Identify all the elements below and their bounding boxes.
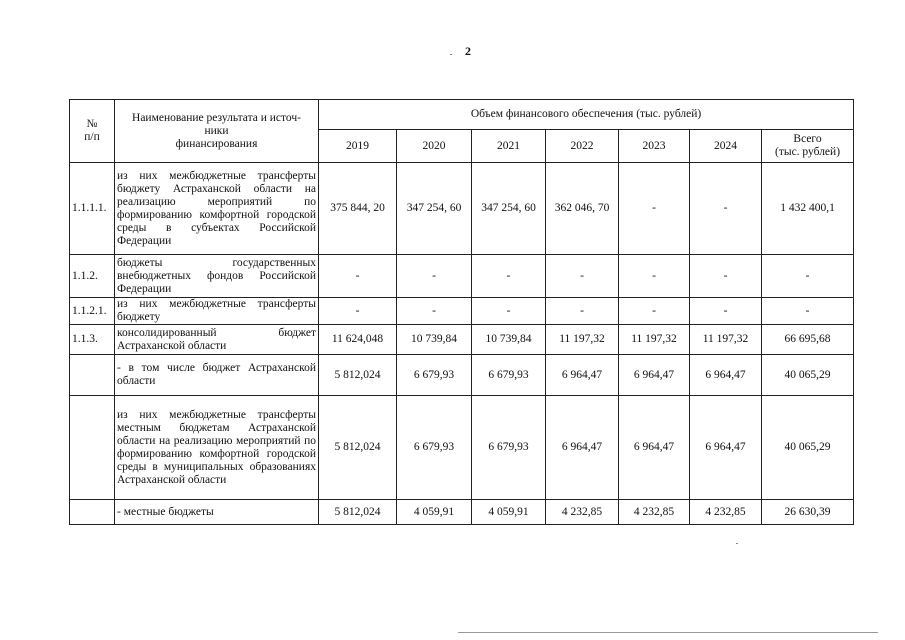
- row-name: - в том числе бюджет Астраханской области: [115, 355, 319, 396]
- table-row: [70, 298, 854, 325]
- row-year-value: -: [690, 298, 762, 325]
- row-year-value: 6 679,93: [472, 355, 546, 396]
- row-number: 1.1.2.1.: [70, 298, 115, 325]
- header-year: 2024: [690, 130, 762, 163]
- row-number: 1.1.2.: [70, 255, 115, 298]
- row-year-value: 6 679,93: [397, 355, 472, 396]
- row-year-value: 6 964,47: [546, 355, 619, 396]
- scan-artifact-line: [458, 632, 878, 633]
- row-year-value: 4 059,91: [472, 500, 546, 525]
- row-year-value: -: [690, 255, 762, 298]
- row-name: бюджеты государственных внебюджетных фондов Российской Федерации: [115, 255, 319, 298]
- row-year-value: -: [472, 255, 546, 298]
- row-number: 1.1.1.1.: [70, 163, 115, 255]
- row-year-value: 6 964,47: [546, 396, 619, 500]
- row-year-value: 6 679,93: [397, 396, 472, 500]
- row-year-value: 347 254, 60: [472, 163, 546, 255]
- row-year-value: 6 964,47: [619, 396, 690, 500]
- row-year-value: 375 844, 20: [319, 163, 397, 255]
- table-row: [70, 163, 854, 255]
- row-name: из них межбюджетные трансферты бюджету: [115, 298, 319, 325]
- row-total-value: -: [762, 255, 854, 298]
- header-year: 2019: [319, 130, 397, 163]
- row-year-value: 10 739,84: [472, 325, 546, 355]
- header-number: № п/п: [70, 100, 115, 163]
- header-year: 2022: [546, 130, 619, 163]
- row-year-value: 347 254, 60: [397, 163, 472, 255]
- row-year-value: -: [319, 298, 397, 325]
- row-year-value: 4 232,85: [690, 500, 762, 525]
- scan-speck: [736, 543, 738, 544]
- row-year-value: -: [397, 298, 472, 325]
- funding-table: [69, 99, 854, 525]
- row-year-value: 6 964,47: [619, 355, 690, 396]
- row-total-value: 40 065,29: [762, 396, 854, 500]
- row-number: [70, 396, 115, 500]
- row-year-value: 5 812,024: [319, 500, 397, 525]
- header-year: 2023: [619, 130, 690, 163]
- table-row: [70, 325, 854, 355]
- row-year-value: 10 739,84: [397, 325, 472, 355]
- row-year-value: 11 197,32: [690, 325, 762, 355]
- row-total-value: 26 630,39: [762, 500, 854, 525]
- header-funding-group: Объем финансового обеспечения (тыс. рублей): [319, 100, 854, 130]
- row-year-value: -: [397, 255, 472, 298]
- row-year-value: -: [546, 298, 619, 325]
- table-row: [70, 355, 854, 396]
- row-year-value: 362 046, 70: [546, 163, 619, 255]
- row-year-value: 4 059,91: [397, 500, 472, 525]
- row-name: консолидированный бюджет Астраханской области: [115, 325, 319, 355]
- row-year-value: -: [690, 163, 762, 255]
- row-year-value: 11 197,32: [546, 325, 619, 355]
- row-name: из них межбюджетные трансферты бюджету Астраханской области на реализацию мероприятий по формированию комфортной городской среды в субъектах Российской Федерации: [115, 163, 319, 255]
- row-total-value: -: [762, 298, 854, 325]
- row-year-value: 4 232,85: [546, 500, 619, 525]
- scan-speck: [450, 54, 452, 55]
- row-number: 1.1.3.: [70, 325, 115, 355]
- row-year-value: -: [319, 255, 397, 298]
- row-name: из них межбюджетные трансферты местным бюджетам Астраханской области на реализацию мероприятий по формированию комфортной городской среды в муниципальных образованиях Астраханской области: [115, 396, 319, 500]
- header-name: Наименование результата и источ- ники финансирования: [115, 100, 319, 163]
- header-year: 2021: [472, 130, 546, 163]
- row-year-value: 4 232,85: [619, 500, 690, 525]
- table-row: [70, 500, 854, 525]
- row-year-value: 6 964,47: [690, 396, 762, 500]
- header-year: 2020: [397, 130, 472, 163]
- row-total-value: 1 432 400,1: [762, 163, 854, 255]
- row-year-value: 6 964,47: [690, 355, 762, 396]
- page-number: 2: [465, 44, 471, 58]
- row-total-value: 40 065,29: [762, 355, 854, 396]
- row-year-value: -: [619, 163, 690, 255]
- row-year-value: 6 679,93: [472, 396, 546, 500]
- row-year-value: -: [472, 298, 546, 325]
- row-year-value: 11 624,048: [319, 325, 397, 355]
- row-year-value: -: [619, 255, 690, 298]
- row-number: [70, 355, 115, 396]
- row-year-value: -: [619, 298, 690, 325]
- row-year-value: 5 812,024: [319, 355, 397, 396]
- table-row: [70, 396, 854, 500]
- row-year-value: -: [546, 255, 619, 298]
- header-total: Всего (тыс. рублей): [762, 130, 854, 163]
- row-number: [70, 500, 115, 525]
- row-total-value: 66 695,68: [762, 325, 854, 355]
- table-row: [70, 255, 854, 298]
- row-name: - местные бюджеты: [115, 500, 319, 525]
- row-year-value: 11 197,32: [619, 325, 690, 355]
- row-year-value: 5 812,024: [319, 396, 397, 500]
